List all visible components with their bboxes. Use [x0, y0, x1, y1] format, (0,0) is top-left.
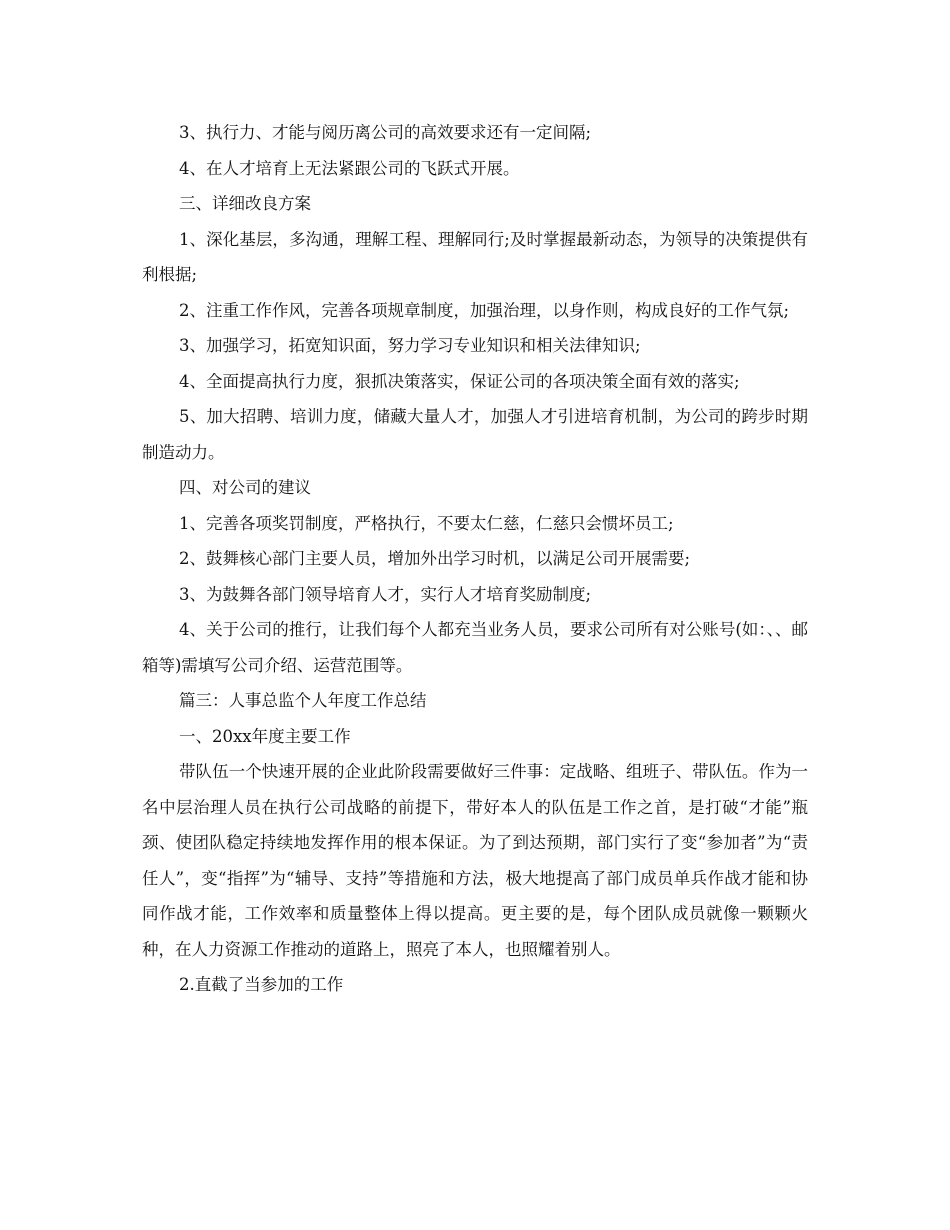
- section-heading-suggestions: 四、对公司的建议: [179, 478, 311, 497]
- suggestion-item-1: 1、完善各项奖罚制度，严格执行，不要太仁慈，仁慈只会惯坏员工;: [179, 513, 674, 533]
- chapter-title: 篇三：人事总监个人年度工作总结: [179, 691, 427, 710]
- section-heading-main-work: 一、20xx年度主要工作: [179, 726, 351, 746]
- suggestion-item-3: 3、为鼓舞各部门领导培育人才，实行人才培育奖励制度;: [179, 584, 592, 604]
- plan-item-4: 4、全面提高执行力度，狠抓决策落实，保证公司的各项决策全面有效的落实;: [179, 371, 740, 391]
- plan-item-2: 2、注重工作作风，完善各项规章制度，加强治理，以身作则，构成良好的工作气氛;: [179, 300, 790, 320]
- section-heading-improvement-plan: 三、详细改良方案: [179, 194, 311, 213]
- plan-item-1: 1、深化基层，多沟通，理解工程、理解同行;及时掌握最新动态，为领导的决策提供有利根据;: [142, 229, 808, 284]
- plan-item-3: 3、加强学习，拓宽知识面，努力学习专业知识和相关法律知识;: [179, 336, 641, 355]
- list-item-4-talent: 4、在人才培育上无法紧跟公司的飞跃式开展。: [179, 158, 520, 178]
- document-body: [142, 115, 808, 1003]
- body-paragraph-team: 带队伍一个快速开展的企业此阶段需要做好三件事：定战略、组班子、带队伍。作为一名中层治理人员在执行公司战略的前提下，带好本人的队伍是工作之首，是打破“才能”瓶颈、使团队稳定持续地发挥作用的根本保证。为了到达预期，部门实行了变“参加者”为“责任人”，变“指挥”为“辅导、支持”等措施和方法，极大地提高了部门成员单兵作战才能和协同作战才能，工作效率和质量整体上得以提高。更主要的是，每个团队成员就像一颗颗火种，在人力资源工作推动的道路上，照亮了本人，也照耀着别人。: [142, 762, 808, 959]
- suggestion-item-2: 2、鼓舞核心部门主要人员，增加外出学习时机，以满足公司开展需要;: [179, 549, 691, 568]
- subsection-heading-direct-work: 2.直截了当参加的工作: [179, 975, 344, 994]
- list-item-3-execution: 3、执行力、才能与阅历离公司的高效要求还有一定间隔;: [179, 123, 592, 142]
- plan-item-5: 5、加大招聘、培训力度，储藏大量人才，加强人才引进培育机制，为公司的跨步时期制造动力。: [142, 407, 808, 462]
- suggestion-item-4: 4、关于公司的推行，让我们每个人都充当业务人员，要求公司所有对公账号(如：、、邮箱等)需填写公司介绍、运营范围等。: [142, 620, 808, 675]
